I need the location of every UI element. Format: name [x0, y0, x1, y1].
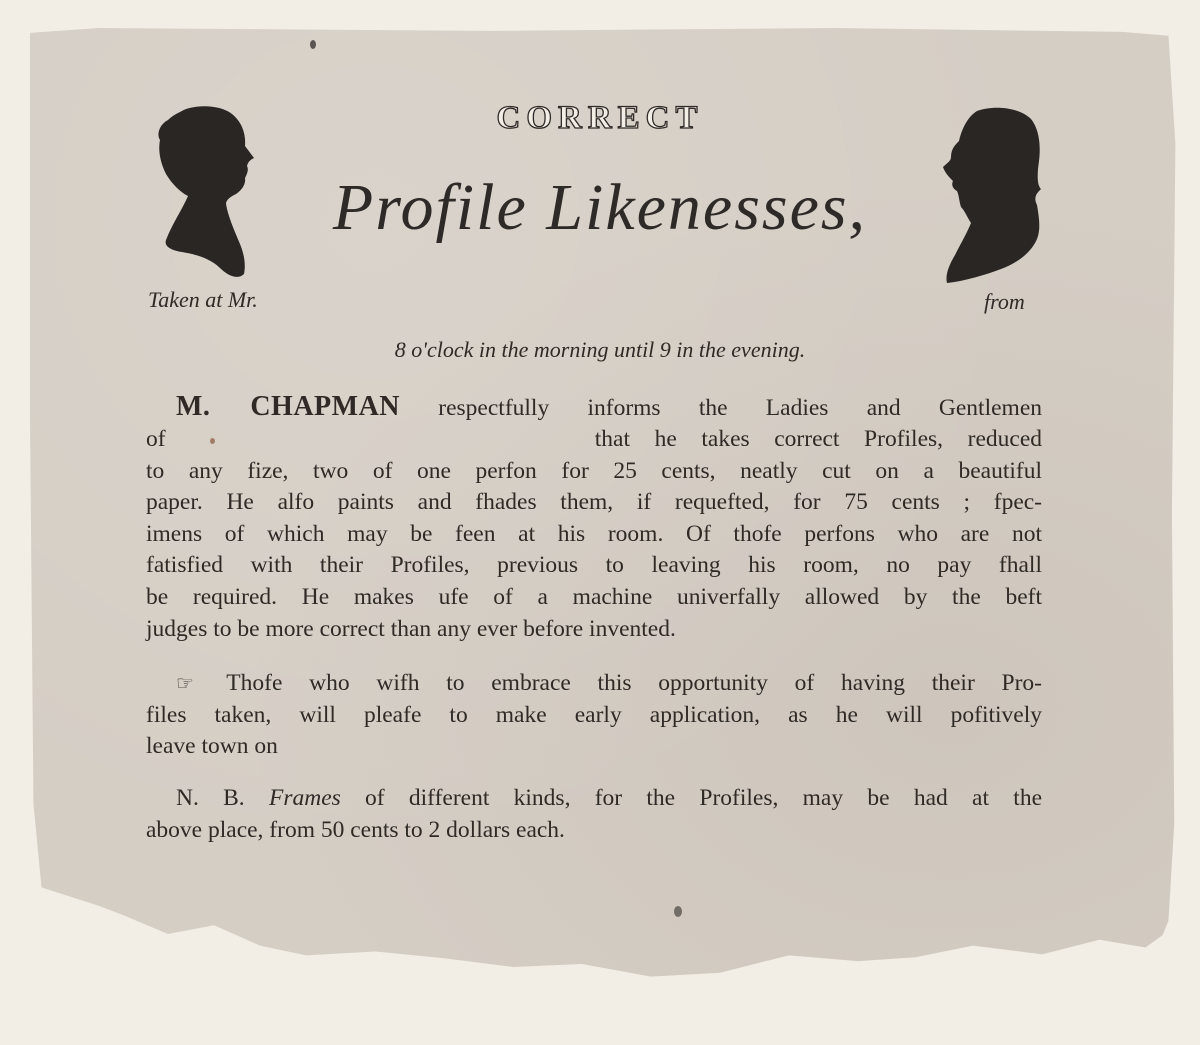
taken-at-label: Taken at Mr.: [148, 287, 258, 312]
ink-spot: [310, 40, 316, 49]
heading-kicker: CORRECT: [496, 100, 704, 136]
proprietor-name: M. CHAPMAN: [176, 391, 401, 422]
paragraph-1-line: of that he takes correct Profiles, reduced: [146, 426, 1042, 452]
pointing-hand-icon: ☞: [176, 673, 194, 695]
paragraph-2-line: leave town on: [146, 733, 278, 759]
paragraph-2-line: ☞ Thofe who wifh to embrace this opportunity of having their Pro-: [176, 670, 1043, 696]
paragraph-3-line: N. B. Frames of different kinds, for the Profiles, may be had at the: [176, 785, 1042, 811]
paragraph-2-line: files taken, will pleafe to make early application, as he will pofitively: [146, 702, 1042, 728]
paragraph-1-line: to any fize, two of one perfon for 25 cents, neatly cut on a beautiful: [146, 458, 1042, 484]
hours-line: 8 o'clock in the morning until 9 in the evening.: [394, 337, 806, 362]
paragraph-1-line: paper. He alfo paints and fhades them, if requefted, for 75 cents ; fpec-: [146, 489, 1042, 515]
paragraph-1-line: fatisfied with their Profiles, previous to leaving his room, no pay fhall: [146, 552, 1042, 578]
frames-word: Frames: [268, 785, 341, 811]
from-label: from: [984, 289, 1025, 314]
page-title: Profile Likenesses,: [332, 171, 868, 244]
paragraph-1-line: imens of which may be feen at his room. Of thofe perfons who are not: [146, 521, 1042, 547]
nb-label: N. B.: [176, 785, 245, 811]
paragraph-1-line: judges to be more correct than any ever before invented.: [146, 616, 676, 642]
paragraph-1-line: M. CHAPMAN respectfully informs the Ladies and Gentlemen: [176, 391, 1042, 422]
paragraph-3-line: above place, from 50 cents to 2 dollars each.: [146, 817, 565, 843]
paragraph-1-line: be required. He makes ufe of a machine univerfally allowed by the beft: [146, 584, 1042, 610]
ink-spot: [674, 906, 682, 917]
